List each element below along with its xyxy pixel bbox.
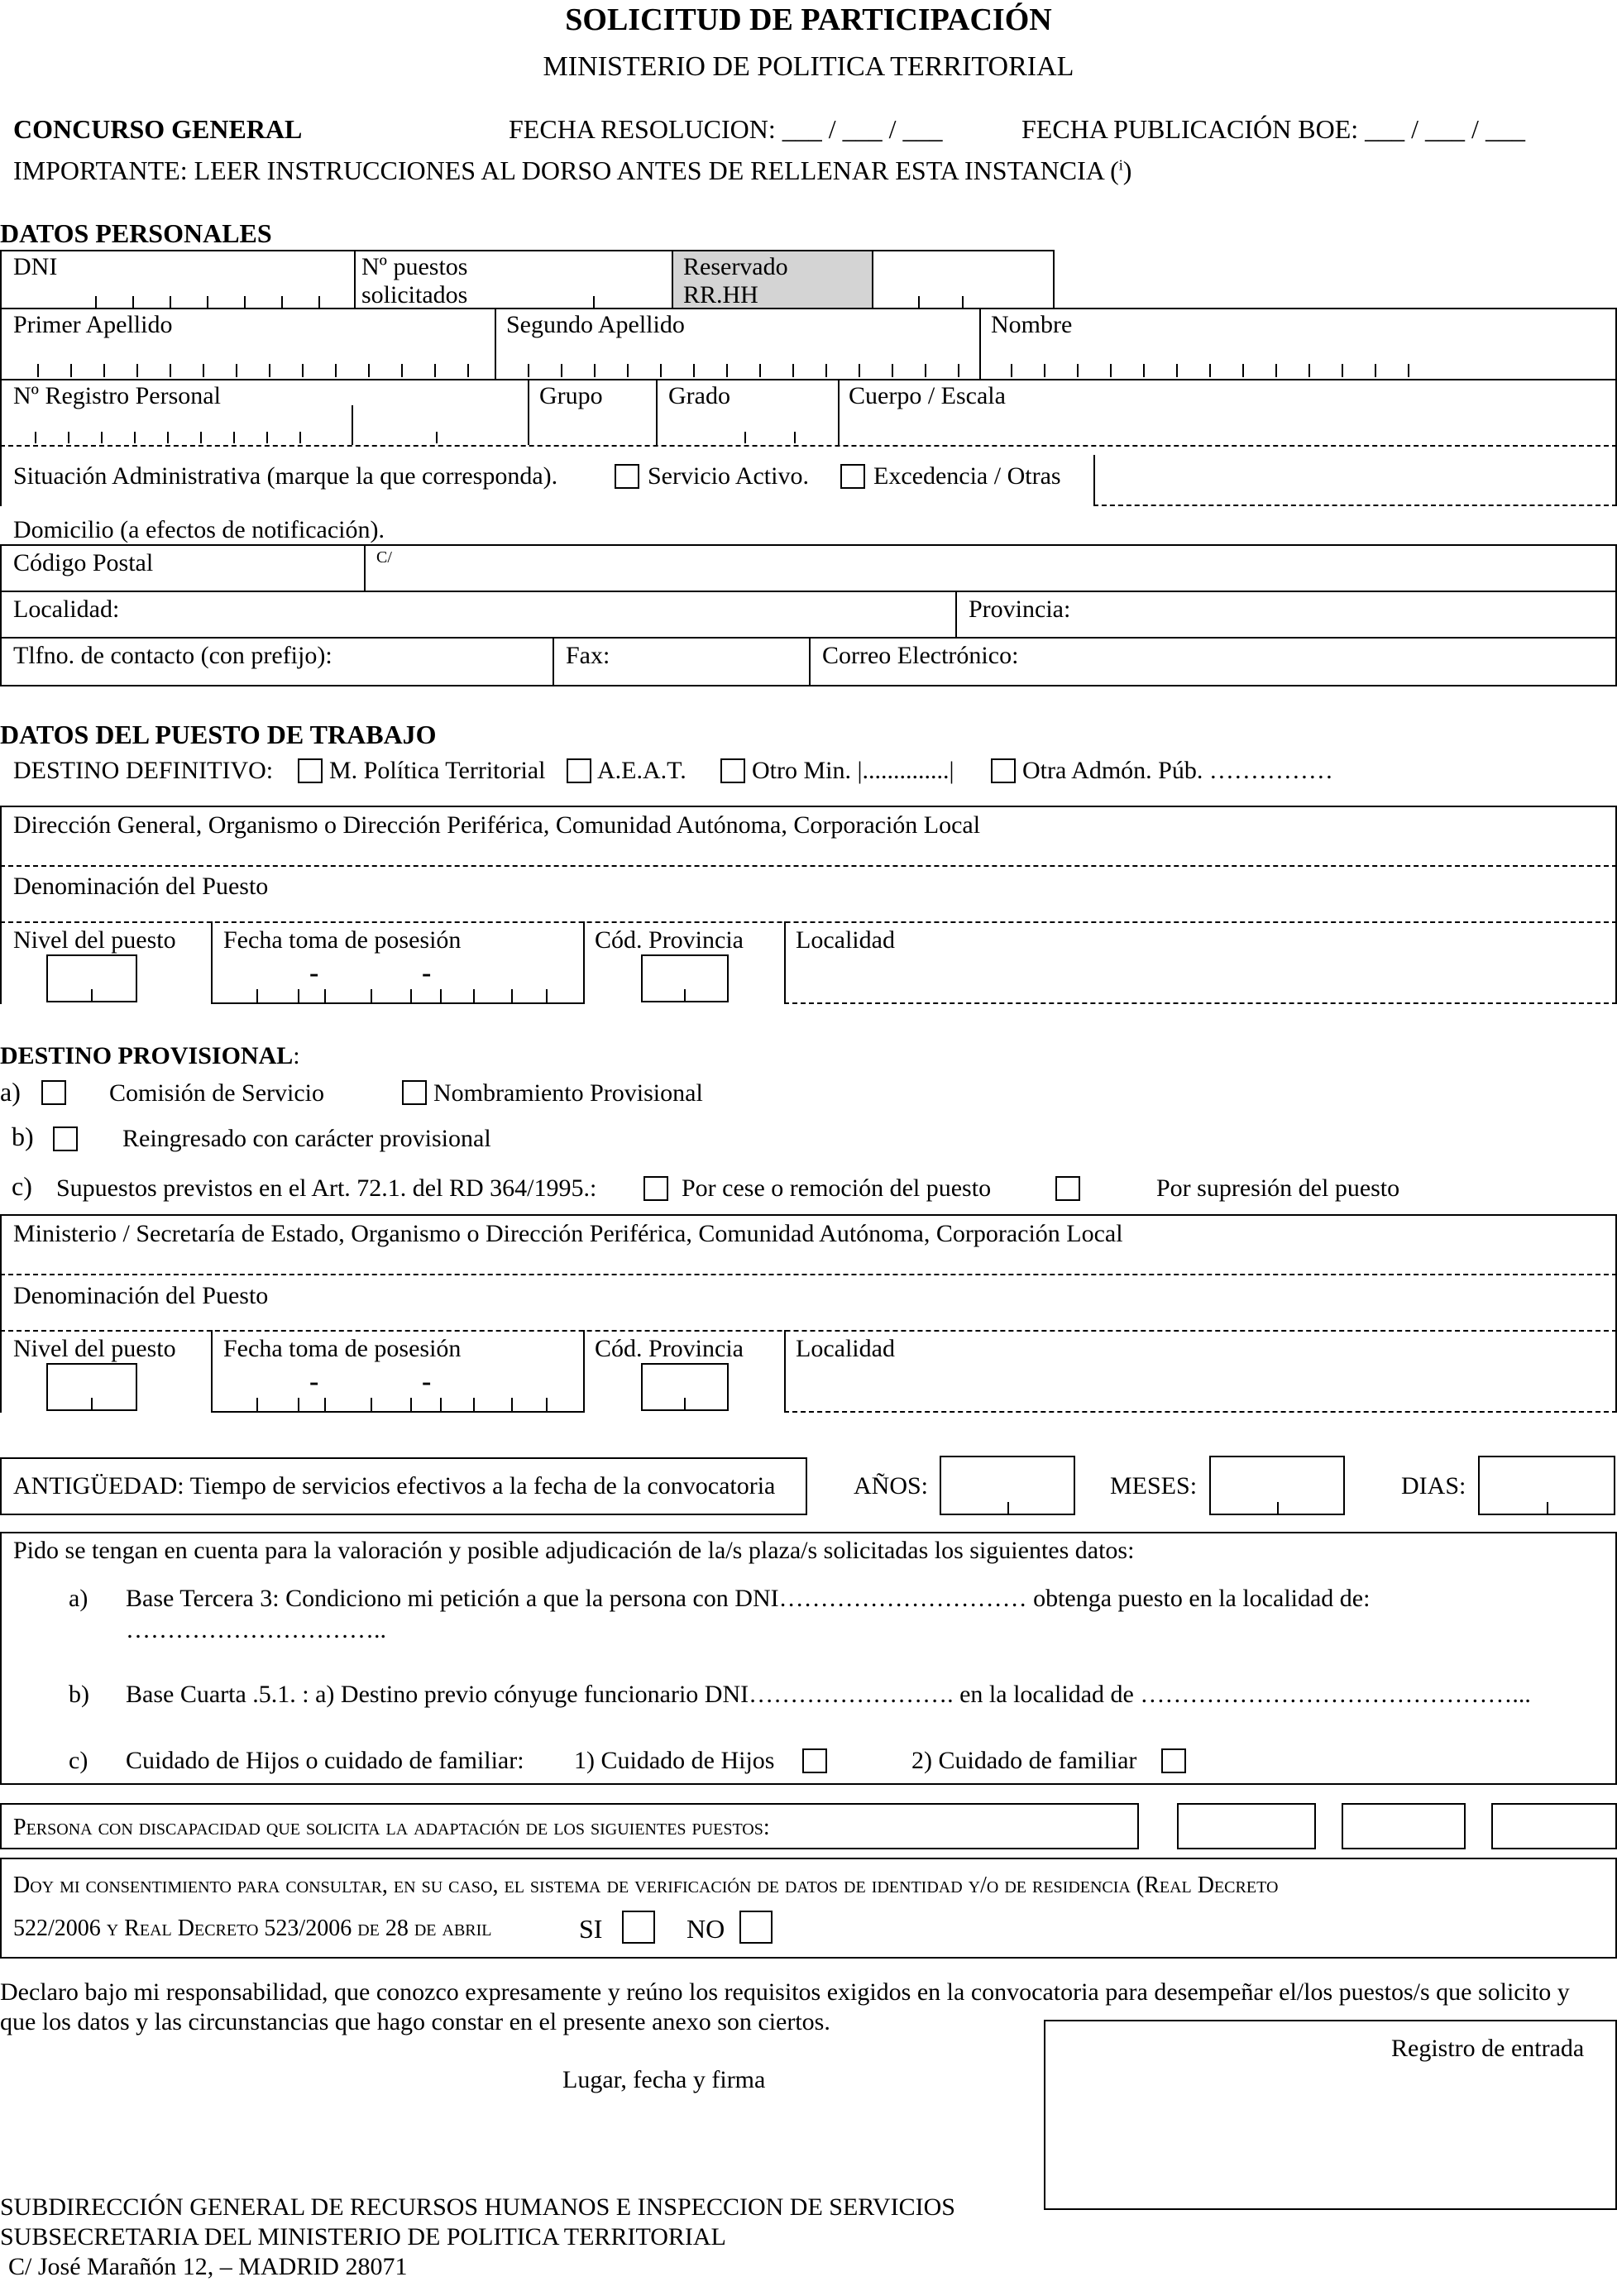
cuidado-familiar-checkbox[interactable]: [1161, 1748, 1186, 1773]
cuidado-hijos-label: 1) Cuidado de Hijos: [574, 1747, 775, 1774]
codigo-postal-label: Código Postal: [13, 549, 154, 576]
datos-personales-heading: DATOS PERSONALES: [0, 218, 272, 248]
excedencia-otras-input[interactable]: [1097, 457, 1614, 505]
servicio-activo-label: Servicio Activo.: [648, 462, 809, 490]
fecha-posesion-label: Fecha toma de posesión: [223, 926, 462, 954]
aeat-checkbox[interactable]: [567, 758, 591, 783]
dni-input[interactable]: [2, 281, 352, 308]
lugar-fecha-firma-label: Lugar, fecha y firma: [562, 2066, 766, 2093]
calle-label: C/: [376, 548, 392, 567]
pido-a-label: a): [69, 1585, 89, 1612]
ministerio-organismo-label: Ministerio / Secretaría de Estado, Organismo o Dirección Periférica, Comunidad Autónoma, Corporación Local: [13, 1220, 1123, 1247]
antiguedad-label: ANTIGÜEDAD: Tiempo de servicios efectivos a la fecha de la convocatoria: [13, 1472, 776, 1500]
mpt-label: M. Política Territorial: [329, 757, 546, 784]
fecha-separator: -: [422, 1366, 432, 1397]
consentimiento-si-label: SI: [579, 1914, 603, 1944]
consentimiento-text-1: Doy mi consentimiento para consultar, en su caso, el sistema de verificación de datos de identidad y/o de residencia (Real Decreto: [13, 1873, 1279, 1898]
fecha-resolucion[interactable]: FECHA RESOLUCION: ___ / ___ / ___: [509, 114, 943, 144]
discapacidad-label: Persona con discapacidad que solicita la adaptación de los siguientes puestos:: [13, 1815, 770, 1840]
primer-apellido-label: Primer Apellido: [13, 311, 173, 338]
dias-label: DIAS:: [1401, 1472, 1466, 1500]
fax-label: Fax:: [566, 642, 610, 669]
denominacion-provisional-label: Denominación del Puesto: [13, 1282, 269, 1309]
fecha-separator: -: [422, 958, 432, 988]
footer-address: C/ José Marañón 12, – MADRID 28071: [8, 2253, 408, 2280]
nombre-input[interactable]: [981, 341, 1615, 377]
calle-input[interactable]: [405, 546, 1613, 589]
fax-input[interactable]: [554, 662, 807, 683]
cuidado-familiar-label: 2) Cuidado de familiar: [911, 1747, 1137, 1774]
mpt-checkbox[interactable]: [298, 758, 323, 783]
cuerpo-escala-input[interactable]: [840, 414, 1614, 443]
nombre-label: Nombre: [991, 311, 1073, 338]
otro-min-label: Otro Min. |..............|: [752, 757, 954, 784]
option-c-label: c): [12, 1171, 32, 1201]
localidad-input[interactable]: [132, 592, 951, 635]
cuerpo-escala-label: Cuerpo / Escala: [849, 382, 1006, 409]
telefono-label: Tlfno. de contacto (con prefijo):: [13, 642, 332, 669]
dni-label: DNI: [13, 253, 58, 280]
localidad-provisional-input[interactable]: [786, 1361, 1613, 1409]
supuestos-label: Supuestos previstos en el Art. 72.1. del RD 364/1995.:: [56, 1174, 597, 1202]
domicilio-label: Domicilio (a efectos de notificación).: [13, 516, 385, 543]
localidad-label: Localidad:: [13, 596, 120, 623]
datos-puesto-heading: DATOS DEL PUESTO DE TRABAJO: [0, 720, 437, 749]
localidad-provisional-label: Localidad: [796, 1335, 895, 1362]
supresion-puesto-checkbox[interactable]: [1055, 1176, 1080, 1201]
cese-remocion-label: Por cese o remoción del puesto: [682, 1174, 992, 1202]
discapacidad-puesto-3-input[interactable]: [1491, 1803, 1617, 1849]
registro-entrada-label: Registro de entrada: [1391, 2035, 1585, 2062]
provincia-input[interactable]: [1084, 592, 1613, 635]
option-a-label: a): [0, 1077, 21, 1107]
meses-label: MESES:: [1110, 1472, 1198, 1500]
grupo-input[interactable]: [529, 414, 654, 443]
base-cuarta-text[interactable]: Base Cuarta .5.1. : a) Destino previo cónyuge funcionario DNI……………………. en la localidad de ………………………………………...: [126, 1681, 1531, 1708]
localidad-puesto-label: Localidad: [796, 926, 895, 954]
discapacidad-puesto-2-input[interactable]: [1342, 1803, 1466, 1849]
pido-b-label: b): [69, 1681, 89, 1708]
registro-personal-label: Nº Registro Personal: [13, 382, 221, 409]
excedencia-label: Excedencia / Otras: [873, 462, 1061, 490]
fecha-posesion-provisional-input[interactable]: [213, 1361, 581, 1409]
declaracion-text-2: que los datos y las circunstancias que hago constar en el presente anexo son ciertos.: [0, 2008, 830, 2035]
primer-apellido-input[interactable]: [2, 341, 493, 377]
fecha-posesion-provisional-label: Fecha toma de posesión: [223, 1335, 462, 1362]
denominacion-puesto-input[interactable]: [273, 868, 1613, 918]
consentimiento-text-2: 522/2006 y Real Decreto 523/2006 de 28 de abril: [13, 1916, 492, 1941]
direccion-general-label: Dirección General, Organismo o Dirección Periférica, Comunidad Autónoma, Corporación Local: [13, 811, 981, 839]
comision-servicio-label: Comisión de Servicio: [109, 1079, 324, 1107]
codigo-postal-input[interactable]: [199, 546, 362, 589]
consentimiento-si-checkbox[interactable]: [622, 1911, 655, 1944]
cese-remocion-checkbox[interactable]: [643, 1176, 668, 1201]
declaracion-text-1: Declaro bajo mi responsabilidad, que conozco expresamente y reúno los requisitos exigidos en la convocatoria para desempeñar el/los puestos/s que solicito y: [0, 1978, 1570, 2006]
denominacion-provisional-input[interactable]: [273, 1277, 1613, 1327]
segundo-apellido-input[interactable]: [496, 341, 978, 377]
cod-provincia-provisional-label: Cód. Provincia: [595, 1335, 744, 1362]
registro-personal-input[interactable]: [2, 414, 526, 443]
footer-subsecretaria: SUBSECRETARIA DEL MINISTERIO DE POLITICA TERRITORIAL: [0, 2223, 726, 2251]
otro-min-checkbox[interactable]: [720, 758, 745, 783]
comision-servicio-checkbox[interactable]: [41, 1080, 66, 1105]
anos-label: AÑOS:: [854, 1472, 929, 1500]
reservado-rrhh-label: Reservado RR.HH: [683, 253, 788, 309]
aeat-label: A.E.A.T.: [597, 757, 687, 784]
nivel-puesto-label: Nivel del puesto: [13, 926, 176, 954]
firma-area[interactable]: [414, 2101, 951, 2192]
concurso-label: CONCURSO GENERAL: [13, 114, 303, 144]
localidad-puesto-input[interactable]: [786, 953, 1613, 1001]
otra-admon-label: Otra Admón. Púb. ……………: [1022, 757, 1333, 784]
grado-label: Grado: [668, 382, 730, 409]
correo-input[interactable]: [811, 662, 1613, 683]
destino-definitivo-label: DESTINO DEFINITIVO:: [13, 757, 274, 784]
excedencia-checkbox[interactable]: [840, 464, 865, 489]
destino-provisional-heading: DESTINO PROVISIONAL:: [0, 1042, 300, 1069]
fecha-posesion-input[interactable]: [213, 953, 581, 1001]
denominacion-puesto-label: Denominación del Puesto: [13, 873, 269, 900]
supresion-puesto-label: Por supresión del puesto: [1156, 1174, 1400, 1202]
n-puestos-input[interactable]: [356, 281, 670, 308]
reingresado-label: Reingresado con carácter provisional: [122, 1125, 491, 1152]
n-puestos-label: Nº puestos solicitados: [361, 253, 468, 309]
provincia-label: Provincia:: [969, 596, 1071, 623]
base-tercera-localidad[interactable]: …………………………..: [126, 1616, 386, 1643]
nombramiento-provisional-checkbox[interactable]: [402, 1080, 427, 1105]
cuidado-label: Cuidado de Hijos o cuidado de familiar:: [126, 1747, 524, 1774]
pido-intro: Pido se tengan en cuenta para la valoración y posible adjudicación de la/s plaza/s solicitadas los siguientes datos:: [13, 1537, 1135, 1564]
ministerio-organismo-input[interactable]: [2, 1249, 1615, 1272]
fecha-separator: -: [309, 1366, 319, 1397]
pido-c-label: c): [69, 1747, 89, 1774]
fecha-separator: -: [309, 958, 319, 988]
form-title: SOLICITUD DE PARTICIPACIÓN: [565, 2, 1052, 37]
situacion-administrativa-label: Situación Administrativa (marque la que corresponda).: [13, 462, 558, 490]
consentimiento-no-label: NO: [687, 1914, 725, 1944]
base-tercera-text[interactable]: Base Tercera 3: Condiciono mi petición a que la persona con DNI………………………… obtenga puesto en la localidad de:: [126, 1585, 1371, 1612]
otra-admon-checkbox[interactable]: [991, 758, 1016, 783]
consentimiento-no-checkbox[interactable]: [739, 1911, 773, 1944]
grado-input[interactable]: [658, 414, 836, 443]
direccion-general-input[interactable]: [2, 840, 1615, 863]
servicio-activo-checkbox[interactable]: [615, 464, 639, 489]
reingresado-checkbox[interactable]: [53, 1126, 78, 1151]
cuidado-hijos-checkbox[interactable]: [802, 1748, 827, 1773]
grupo-label: Grupo: [539, 382, 603, 409]
importante-note: IMPORTANTE: LEER INSTRUCCIONES AL DORSO ANTES DE RELLENAR ESTA INSTANCIA ($^i$): [13, 155, 1132, 185]
ministry-subtitle: MINISTERIO DE POLITICA TERRITORIAL: [543, 51, 1074, 82]
cod-provincia-label: Cód. Provincia: [595, 926, 744, 954]
discapacidad-puesto-1-input[interactable]: [1177, 1803, 1316, 1849]
segundo-apellido-label: Segundo Apellido: [506, 311, 685, 338]
fecha-publicacion-boe[interactable]: FECHA PUBLICACIÓN BOE: ___ / ___ / ___: [1021, 114, 1525, 144]
nivel-provisional-label: Nivel del puesto: [13, 1335, 176, 1362]
correo-label: Correo Electrónico:: [822, 642, 1019, 669]
telefono-input[interactable]: [2, 662, 551, 683]
option-b-label: b): [12, 1122, 34, 1151]
nombramiento-provisional-label: Nombramiento Provisional: [433, 1079, 703, 1107]
footer-subdireccion: SUBDIRECCIÓN GENERAL DE RECURSOS HUMANOS E INSPECCION DE SERVICIOS: [0, 2193, 955, 2221]
